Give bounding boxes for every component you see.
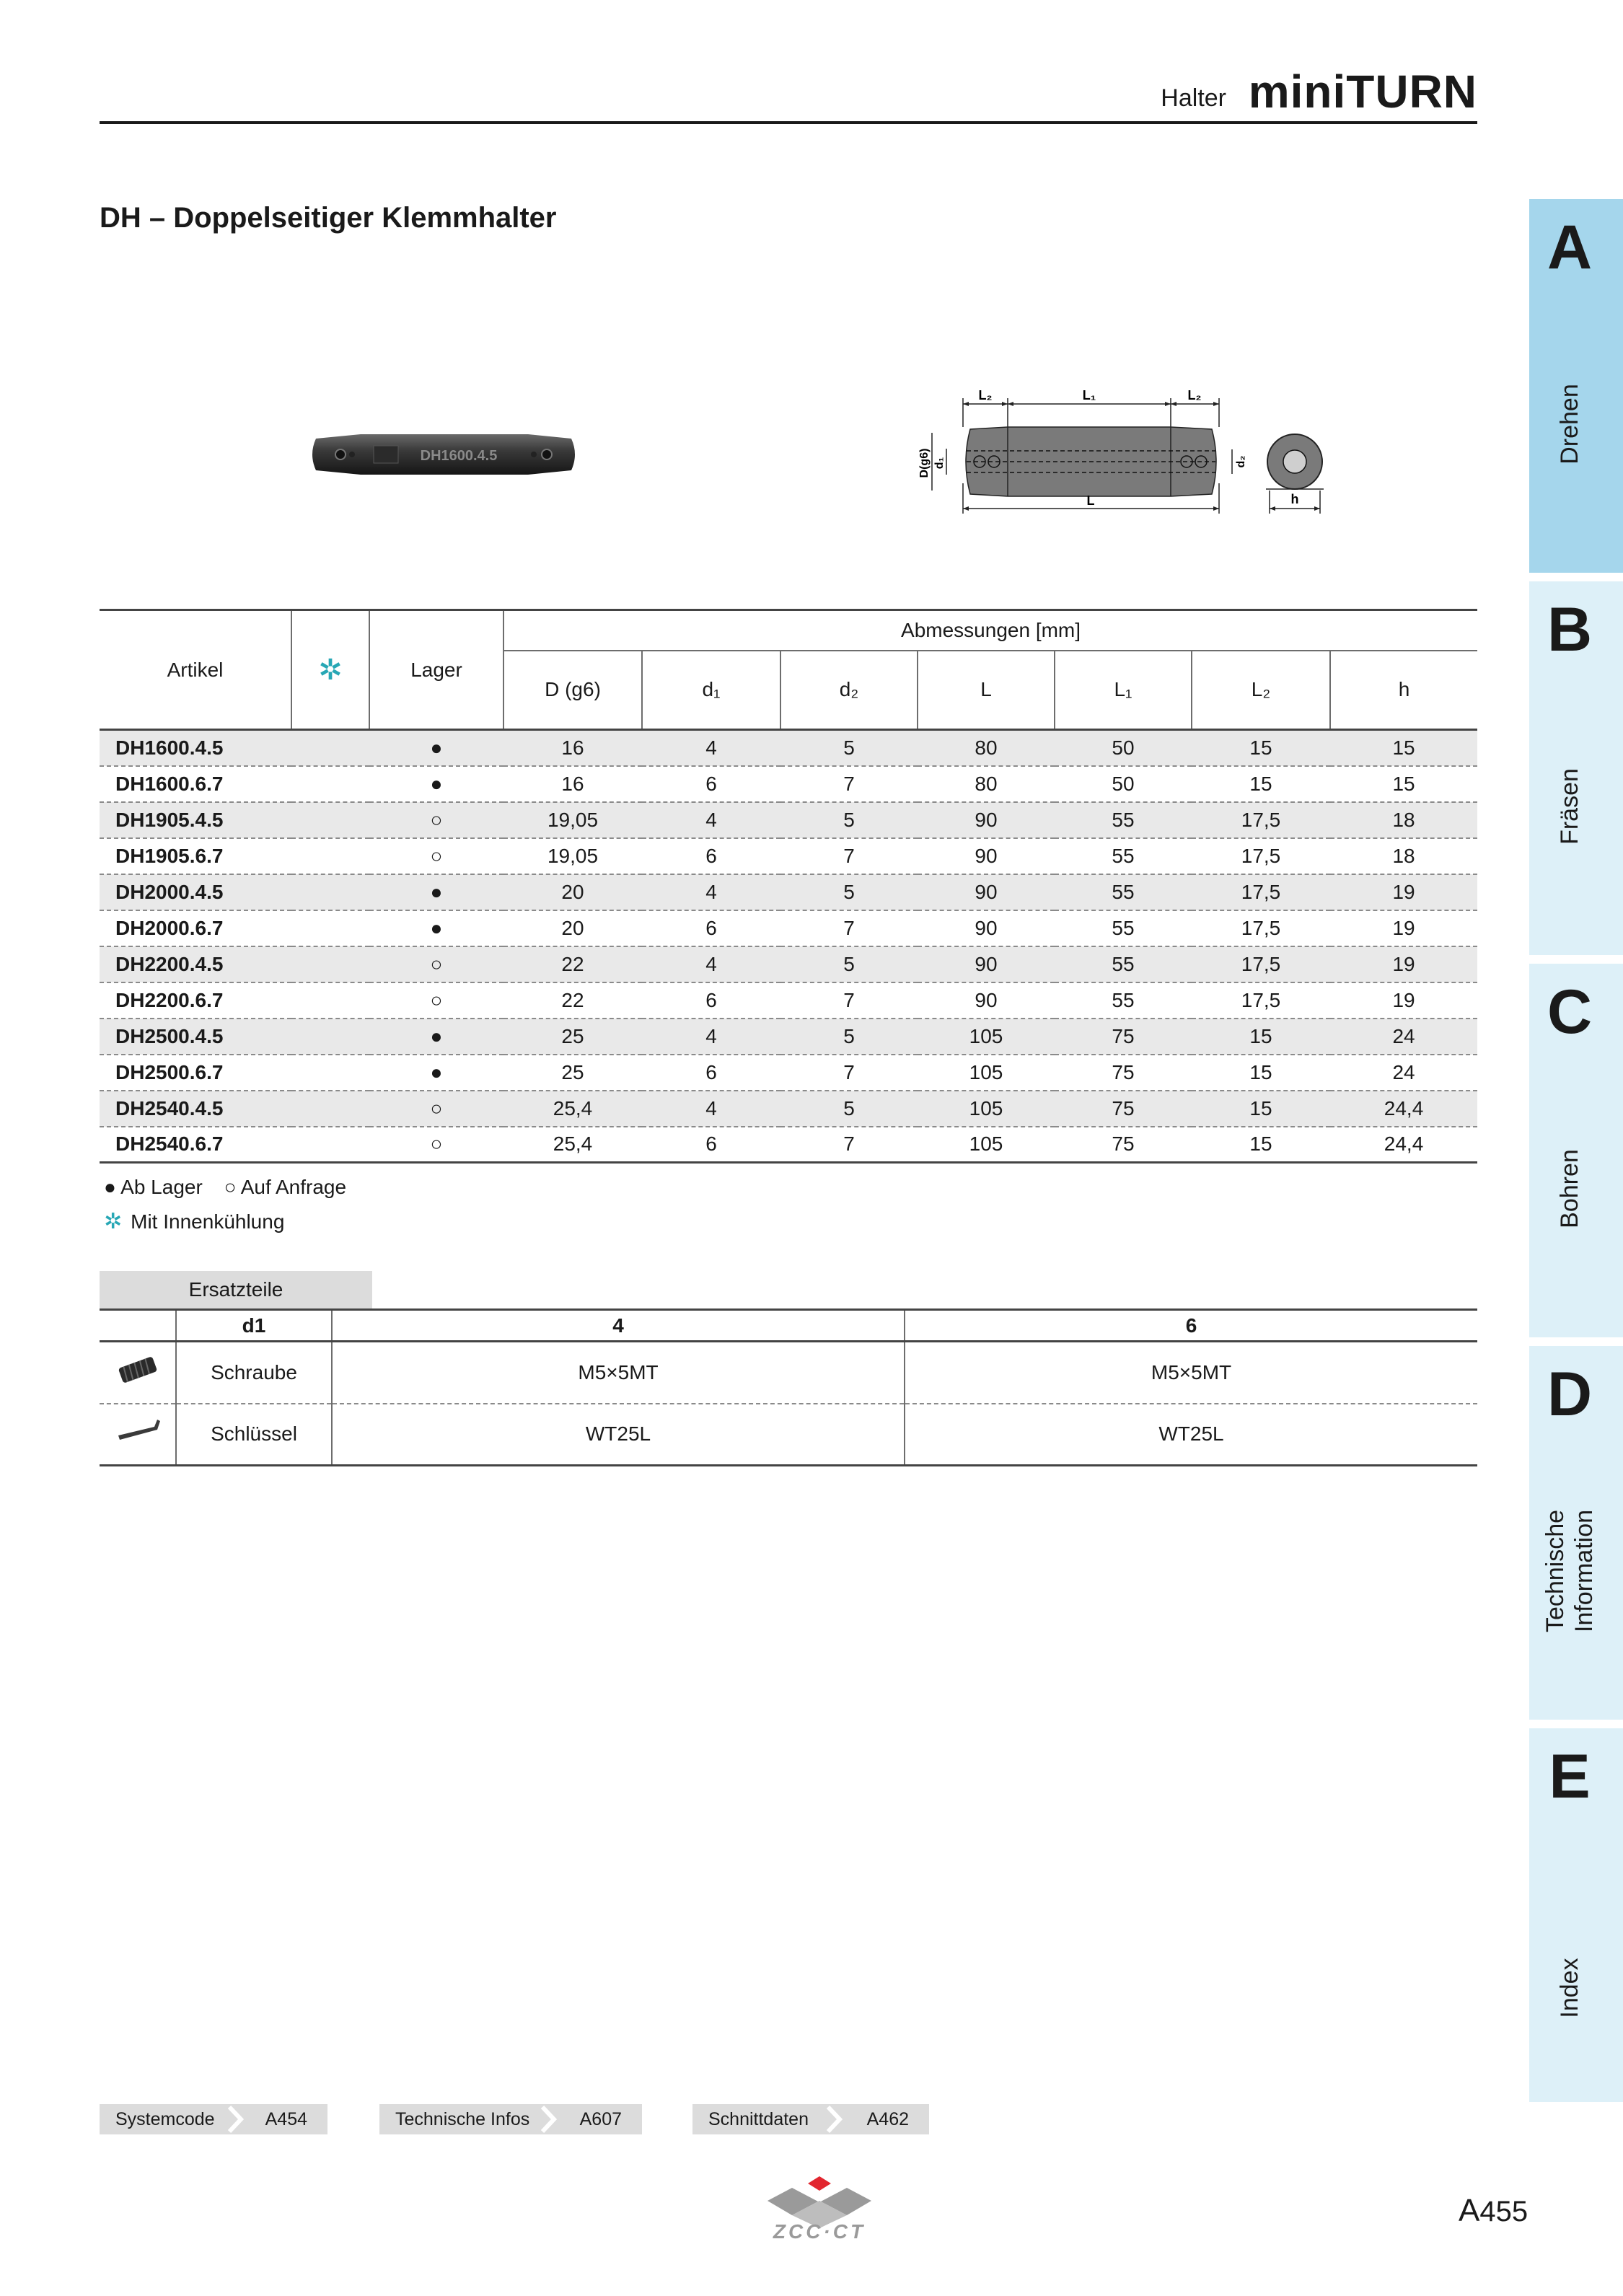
cell-d1: 6 <box>642 1127 780 1163</box>
cell-artikel: DH2500.4.5 <box>100 1019 291 1055</box>
cell-d2: 5 <box>780 874 918 910</box>
cell-L1: 55 <box>1055 910 1192 946</box>
drawing-label-L: L <box>1086 493 1095 508</box>
cell-lager: ○ <box>369 1127 503 1163</box>
cell-L: 105 <box>918 1091 1055 1127</box>
table-row <box>100 1055 1477 1091</box>
cell-d2: 7 <box>780 910 918 946</box>
table-row <box>100 1019 1477 1055</box>
hex-key-icon <box>100 1404 176 1466</box>
col-header-L1: L₁ <box>1055 651 1192 730</box>
cell-coolant <box>291 1127 369 1163</box>
cell-h: 24 <box>1330 1055 1477 1091</box>
cell-D: 22 <box>503 982 642 1019</box>
footer-ref-label: Schnittdaten <box>708 2109 809 2129</box>
cell-h: 24 <box>1330 1019 1477 1055</box>
cell-L: 105 <box>918 1019 1055 1055</box>
cell-d1: 4 <box>642 730 780 766</box>
table-row <box>100 1127 1477 1163</box>
tab-label: Drehen <box>1556 384 1583 465</box>
cell-d2: 7 <box>780 982 918 1019</box>
cell-L1: 50 <box>1055 730 1192 766</box>
chevron-right-icon <box>224 2104 245 2134</box>
cell-coolant <box>291 838 369 874</box>
chevron-right-icon <box>822 2104 844 2134</box>
col-header-D: D (g6) <box>503 651 642 730</box>
drawing-label-h: h <box>1290 492 1299 506</box>
table-row <box>100 1404 1477 1466</box>
cell-d2: 5 <box>780 1019 918 1055</box>
cell-lager: ● <box>369 766 503 802</box>
cell-L1: 75 <box>1055 1091 1192 1127</box>
spare-parts-table <box>100 1308 1477 1466</box>
table-row <box>100 802 1477 838</box>
cell-d2: 5 <box>780 730 918 766</box>
cell-L: 90 <box>918 910 1055 946</box>
spare-header-d1: d1 <box>176 1310 332 1342</box>
cell-L2: 15 <box>1192 1019 1330 1055</box>
col-header-lager: Lager <box>369 610 503 730</box>
drawing-label-L2-left: L₂ <box>978 388 993 403</box>
tab-label-line1: Technische <box>1541 1509 1569 1633</box>
cell-lager: ● <box>369 730 503 766</box>
article-table <box>100 609 1477 1164</box>
cell-D: 19,05 <box>503 802 642 838</box>
tab-letter: D <box>1547 1360 1593 1429</box>
footer-ref-code: A454 <box>265 2109 307 2129</box>
col-header-L2: L₂ <box>1192 651 1330 730</box>
cell-L2: 15 <box>1192 1127 1330 1163</box>
table-row <box>100 1342 1477 1404</box>
cell-L2: 15 <box>1192 1055 1330 1091</box>
cell-coolant <box>291 910 369 946</box>
cell-lager: ● <box>369 1055 503 1091</box>
cell-artikel: DH2500.6.7 <box>100 1055 291 1091</box>
drawing-label-L2-right: L₂ <box>1187 388 1202 403</box>
drawing-label-L1: L₁ <box>1082 388 1096 403</box>
cell-d1: 4 <box>642 802 780 838</box>
cell-lager: ○ <box>369 802 503 838</box>
cell-h: 15 <box>1330 730 1477 766</box>
cell-lager: ○ <box>369 946 503 982</box>
table-row <box>100 730 1477 766</box>
cell-D: 25,4 <box>503 1091 642 1127</box>
cell-L2: 17,5 <box>1192 982 1330 1019</box>
cell-D: 20 <box>503 910 642 946</box>
cell-coolant <box>291 946 369 982</box>
spare-parts-title: Ersatzteile <box>100 1271 372 1308</box>
table-row <box>100 766 1477 802</box>
table-row <box>100 838 1477 874</box>
cell-lager: ○ <box>369 982 503 1019</box>
legend-coolant-line <box>104 1205 362 1239</box>
col-header-L: L <box>918 651 1055 730</box>
cell-d2: 7 <box>780 1127 918 1163</box>
logo-text: ZCC·CT <box>773 2220 866 2243</box>
header-brand: miniTURN <box>1248 66 1477 118</box>
cell-L: 90 <box>918 802 1055 838</box>
tab-drehen[interactable] <box>1529 199 1623 573</box>
cell-h: 18 <box>1330 838 1477 874</box>
cell-L: 105 <box>918 1055 1055 1091</box>
tab-fraesen[interactable] <box>1529 581 1623 955</box>
table-row <box>100 946 1477 982</box>
footer-ref-schnittdaten[interactable] <box>692 2104 929 2134</box>
cell-D: 22 <box>503 946 642 982</box>
cell-h: 19 <box>1330 982 1477 1019</box>
cell-d1: 4 <box>642 946 780 982</box>
cell-coolant <box>291 802 369 838</box>
cell-artikel: DH2540.4.5 <box>100 1091 291 1127</box>
cell-lager: ○ <box>369 838 503 874</box>
cell-L: 90 <box>918 838 1055 874</box>
product-photo <box>303 418 584 491</box>
tab-label: Bohren <box>1556 1149 1583 1228</box>
drawing-label-D: D(g6) <box>918 448 931 478</box>
cell-L1: 75 <box>1055 1127 1192 1163</box>
table-row <box>100 982 1477 1019</box>
cell-d2: 7 <box>780 1055 918 1091</box>
cell-d2: 5 <box>780 946 918 982</box>
photo-engraving: DH1600.4.5 <box>420 448 498 464</box>
tab-letter: C <box>1547 977 1593 1047</box>
drawing-label-d1: d₁ <box>933 457 946 470</box>
cell-L2: 17,5 <box>1192 946 1330 982</box>
cell-h: 19 <box>1330 946 1477 982</box>
page-number <box>1459 2193 1528 2229</box>
cell-lager: ● <box>369 874 503 910</box>
tab-label <box>1541 1510 1598 1632</box>
cell-artikel: DH1905.4.5 <box>100 802 291 838</box>
cell-L: 80 <box>918 766 1055 802</box>
tab-letter: B <box>1547 595 1593 664</box>
cell-D: 25,4 <box>503 1127 642 1163</box>
legend-coolant: Mit Innenkühlung <box>131 1210 285 1233</box>
cell-L: 90 <box>918 982 1055 1019</box>
spare-part-b: M5×5MT <box>905 1342 1477 1404</box>
cell-d1: 6 <box>642 910 780 946</box>
tab-label: Fräsen <box>1556 768 1583 845</box>
tab-letter: A <box>1547 213 1593 282</box>
col-header-coolant <box>291 610 369 730</box>
cell-h: 24,4 <box>1330 1091 1477 1127</box>
cell-L: 90 <box>918 946 1055 982</box>
col-header-h: h <box>1330 651 1477 730</box>
spare-header-a: 4 <box>332 1310 905 1342</box>
section-title: DH – Doppelseitiger Klemmhalter <box>100 202 557 234</box>
footer-ref-label: Technische Infos <box>395 2109 530 2129</box>
cell-D: 16 <box>503 730 642 766</box>
cell-D: 25 <box>503 1055 642 1091</box>
cell-L1: 55 <box>1055 982 1192 1019</box>
cell-coolant <box>291 874 369 910</box>
cell-coolant <box>291 1019 369 1055</box>
cell-artikel: DH2200.6.7 <box>100 982 291 1019</box>
tab-letter: E <box>1549 1742 1591 1811</box>
header-category: Halter <box>1161 84 1226 112</box>
coolant-icon: ✲ <box>318 654 343 686</box>
table-row <box>100 874 1477 910</box>
cell-artikel: DH2200.4.5 <box>100 946 291 982</box>
cell-lager: ○ <box>369 1091 503 1127</box>
cell-L1: 50 <box>1055 766 1192 802</box>
cell-d1: 6 <box>642 1055 780 1091</box>
spare-header-b: 6 <box>905 1310 1477 1342</box>
cell-L1: 55 <box>1055 802 1192 838</box>
cell-L2: 15 <box>1192 766 1330 802</box>
legend-coolant-icon: ✲ <box>104 1210 123 1233</box>
cell-L1: 75 <box>1055 1055 1192 1091</box>
tab-label-line2: Information <box>1570 1509 1598 1633</box>
footer-ref-label: Systemcode <box>115 2109 215 2129</box>
tab-label: Index <box>1556 1958 1583 2018</box>
cell-d1: 6 <box>642 766 780 802</box>
tab-technische-information[interactable] <box>1529 1346 1623 1720</box>
cell-L2: 17,5 <box>1192 874 1330 910</box>
cell-d2: 7 <box>780 838 918 874</box>
cell-d2: 7 <box>780 766 918 802</box>
cell-L: 105 <box>918 1127 1055 1163</box>
cell-L: 90 <box>918 874 1055 910</box>
cell-coolant <box>291 1055 369 1091</box>
footer-ref-code: A607 <box>579 2109 622 2129</box>
cell-L2: 17,5 <box>1192 802 1330 838</box>
cell-L1: 55 <box>1055 946 1192 982</box>
cell-L2: 17,5 <box>1192 838 1330 874</box>
drawing-label-d2: d₂ <box>1235 455 1247 468</box>
cell-lager: ● <box>369 1019 503 1055</box>
col-header-dimensions: Abmessungen [mm] <box>503 610 1477 651</box>
cell-lager: ● <box>369 910 503 946</box>
cell-artikel: DH1600.4.5 <box>100 730 291 766</box>
cell-L1: 55 <box>1055 838 1192 874</box>
table-row <box>100 1091 1477 1127</box>
screw-icon <box>100 1342 176 1404</box>
cell-artikel: DH2540.6.7 <box>100 1127 291 1163</box>
cell-h: 24,4 <box>1330 1127 1477 1163</box>
col-header-artikel: Artikel <box>100 610 291 730</box>
spare-header-blank <box>100 1310 176 1342</box>
cell-L2: 15 <box>1192 730 1330 766</box>
spare-part-name: Schraube <box>176 1342 332 1404</box>
footer-ref-technische-infos[interactable] <box>379 2104 642 2134</box>
cell-h: 18 <box>1330 802 1477 838</box>
chevron-right-icon <box>537 2104 558 2134</box>
cell-L1: 55 <box>1055 874 1192 910</box>
cell-D: 20 <box>503 874 642 910</box>
cell-L: 80 <box>918 730 1055 766</box>
technical-drawing <box>902 382 1349 527</box>
cell-h: 19 <box>1330 874 1477 910</box>
cell-d1: 6 <box>642 982 780 1019</box>
page-number-value: 455 <box>1479 2196 1529 2227</box>
cell-artikel: DH1905.6.7 <box>100 838 291 874</box>
col-header-d2: d₂ <box>780 651 918 730</box>
table-row <box>100 910 1477 946</box>
spare-part-name: Schlüssel <box>176 1404 332 1466</box>
cell-artikel: DH1600.6.7 <box>100 766 291 802</box>
cell-d1: 4 <box>642 1091 780 1127</box>
cell-h: 15 <box>1330 766 1477 802</box>
cell-artikel: DH2000.6.7 <box>100 910 291 946</box>
page-prefix: A <box>1459 2193 1480 2228</box>
cell-D: 19,05 <box>503 838 642 874</box>
spare-part-a: WT25L <box>332 1404 905 1466</box>
page-header <box>100 62 1477 124</box>
cell-D: 25 <box>503 1019 642 1055</box>
legend-stock-line <box>104 1170 362 1205</box>
cell-coolant <box>291 766 369 802</box>
tab-index[interactable] <box>1529 1728 1623 2102</box>
cell-d1: 4 <box>642 874 780 910</box>
cell-D: 16 <box>503 766 642 802</box>
cell-L1: 75 <box>1055 1019 1192 1055</box>
footer-ref-systemcode[interactable] <box>100 2104 327 2134</box>
cell-d1: 6 <box>642 838 780 874</box>
cell-L2: 15 <box>1192 1091 1330 1127</box>
cell-coolant <box>291 982 369 1019</box>
cell-d1: 4 <box>642 1019 780 1055</box>
col-header-d1: d₁ <box>642 651 780 730</box>
legend-request: ○ Auf Anfrage <box>224 1176 347 1198</box>
spare-part-a: M5×5MT <box>332 1342 905 1404</box>
legend <box>104 1170 362 1239</box>
cell-d2: 5 <box>780 802 918 838</box>
cell-d2: 5 <box>780 1091 918 1127</box>
cell-L2: 17,5 <box>1192 910 1330 946</box>
spare-part-b: WT25L <box>905 1404 1477 1466</box>
cell-artikel: DH2000.4.5 <box>100 874 291 910</box>
cell-coolant <box>291 730 369 766</box>
legend-stock: ● Ab Lager <box>104 1176 203 1198</box>
tab-bohren[interactable] <box>1529 964 1623 1337</box>
footer-ref-code: A462 <box>866 2109 909 2129</box>
cell-coolant <box>291 1091 369 1127</box>
cell-h: 19 <box>1330 910 1477 946</box>
